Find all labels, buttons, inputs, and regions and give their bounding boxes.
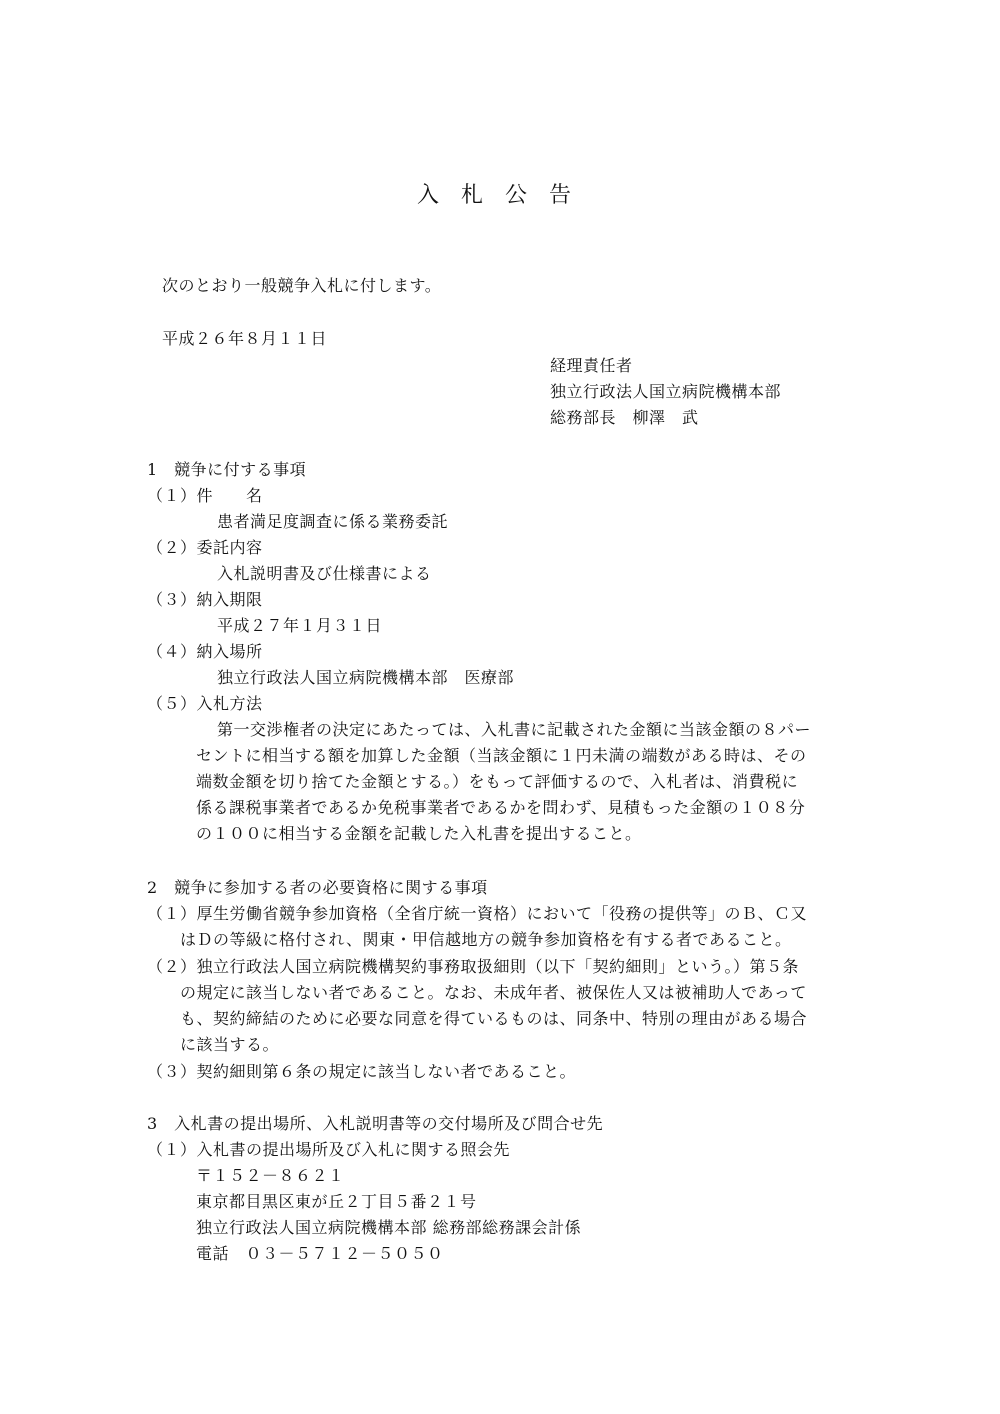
section1-item1-content: 患者満足度調査に係る業務委託 <box>217 512 449 531</box>
section1-item5-label: （５）入札方法 <box>147 694 263 713</box>
section2-item1-line: （１）厚生労働省競争参加資格（全省庁統一資格）において「役務の提供等」のＢ、Ｃ又 <box>147 904 808 923</box>
section1-item2-content: 入札説明書及び仕様書による <box>217 564 432 583</box>
contact-department: 独立行政法人国立病院機構本部 総務部総務課会計係 <box>196 1218 582 1237</box>
section2-item1-line: はＤの等級に格付され、関東・甲信越地方の競争参加資格を有する者であること。 <box>180 930 792 949</box>
section1-item3-label: （３）納入期限 <box>147 590 263 609</box>
section1-item5-line: 第一交渉権者の決定にあたっては、入札書に記載された金額に当該金額の８パー <box>217 720 812 739</box>
address: 東京都目黒区東が丘２丁目５番２１号 <box>196 1192 477 1211</box>
section1-item5-line: 端数金額を切り捨てた金額とする。）をもって評価するので、入札者は、消費税に <box>196 772 799 791</box>
section3-heading: 3 入札書の提出場所、入札説明書等の交付場所及び問合せ先 <box>147 1114 604 1133</box>
postal-code: 〒１５２－８６２１ <box>196 1166 345 1185</box>
section2-item2-line: に該当する。 <box>180 1035 280 1054</box>
section1-item2-label: （２）委託内容 <box>147 538 263 557</box>
issuer-organization: 独立行政法人国立病院機構本部 <box>550 382 782 401</box>
document-title: 入 札 公 告 <box>417 183 572 208</box>
section1-item5-line: セントに相当する額を加算した金額（当該金額に１円未満の端数がある時は、その <box>196 746 807 765</box>
contact-phone: 電話 ０３－５７１２－５０５０ <box>196 1244 444 1263</box>
section2-item2-line: の規定に該当しない者であること。なお、未成年者、被保佐人又は被補助人であって <box>180 983 807 1002</box>
section2-heading: 2 競争に参加する者の必要資格に関する事項 <box>147 878 488 897</box>
section1-item4-content: 独立行政法人国立病院機構本部 医療部 <box>217 668 515 687</box>
section2-item2-line: （２）独立行政法人国立病院機構契約事務取扱細則（以下「契約細則」という。）第５条 <box>147 957 800 976</box>
section1-item5-line: 係る課税事業者であるか免税事業者であるかを問わず、見積もった金額の１０８分 <box>196 798 806 817</box>
issuer-position-name: 総務部長 柳澤 武 <box>550 408 699 427</box>
section2-item2-line: も、契約締結のために必要な同意を得ているものは、同条中、特別の理由がある場合 <box>180 1009 808 1028</box>
section2-item3-line: （３）契約細則第６条の規定に該当しない者であること。 <box>147 1062 577 1081</box>
issuer-role: 経理責任者 <box>550 356 633 375</box>
section1-item1-label: （１）件 名 <box>147 486 263 505</box>
notice-date: 平成２６年８月１１日 <box>162 329 328 348</box>
section3-item1-label: （１）入札書の提出場所及び入札に関する照会先 <box>147 1140 511 1159</box>
intro-text: 次のとおり一般競争入札に付します。 <box>162 276 442 295</box>
section1-heading: 1 競争に付する事項 <box>147 460 307 479</box>
section1-item4-label: （４）納入場所 <box>147 642 263 661</box>
section1-item5-line: の１００に相当する金額を記載した入札書を提出すること。 <box>196 824 642 843</box>
section1-item3-content: 平成２７年１月３１日 <box>217 616 383 635</box>
